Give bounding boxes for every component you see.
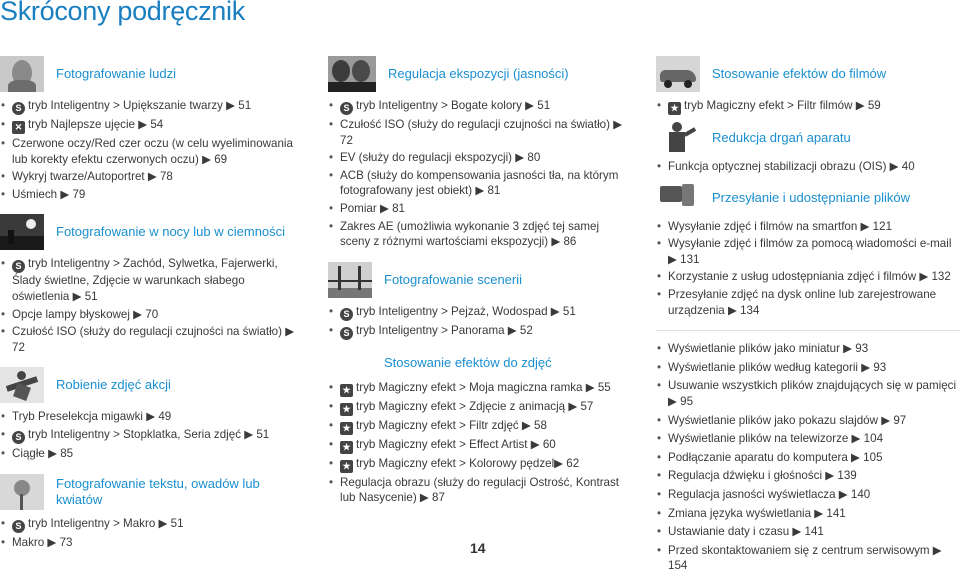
action-list [0,409,305,461]
magic-plus-icon: ★ [340,441,353,454]
list-item-text: tryb Magiczny efekt > Zdjęcie z animacją ▶ 57 [356,399,594,413]
list-item [0,535,305,551]
list-item [0,307,305,323]
list-item-text: Wykryj twarze/Autoportret ▶ 78 [12,170,173,184]
bridge-thumbnail [328,262,372,298]
list-item [0,446,305,462]
magic-plus-icon: ★ [340,403,353,416]
list-item-text: Funkcja optycznej stabilizacji obrazu (OIS) ▶ 40 [668,160,915,173]
divider [656,330,960,331]
list-item-text: tryb Inteligentny > Pejzaż, Wodospad ▶ 51 [356,304,576,318]
phone-thumbnail [656,180,700,216]
section-header-photo-effects [328,352,628,374]
list-item [656,487,960,503]
night-list [0,256,305,355]
list-item-text: tryb Magiczny efekt > Effect Artist ▶ 60 [356,437,556,451]
list-item-text: Uśmiech ▶ 79 [12,187,86,201]
list-item-text: Korzystanie z usług udostępniania zdjęć i filmów ▶ 132 [668,270,951,284]
list-item-text: tryb Najlepsze ujęcie ▶ 54 [28,118,164,131]
smart-mode-icon: S [12,102,25,115]
list-item [328,117,628,148]
section-header-shake [656,123,960,153]
column-1 [0,56,305,562]
page-number: 14 [470,540,486,556]
list-item [328,437,628,454]
list-item [0,427,305,444]
list-item [328,323,628,340]
list-item [328,475,628,506]
list-item [656,287,960,318]
list-item-text: tryb Magiczny efekt > Moja magiczna ramka ▶ 55 [356,380,611,394]
list-item [328,456,628,473]
list-item-text: Czerwone oczy/Red czer oczu (w celu wyeliminowania lub korekty efektu czerwonych oczu) ▶ 69 [12,137,293,166]
night-thumbnail [0,214,44,250]
list-item [328,98,628,115]
section-title: Fotografowanie scenerii [384,271,523,287]
playback-list [656,341,960,574]
list-item-text: Zmiana języka wyświetlania ▶ 141 [668,506,846,520]
list-item-text: tryb Inteligentny > Zachód, Sylwetka, Fajerwerki, Ślady świetlne, Zdjęcie w warunkach słabego oświetlenia ▶ 51 [12,257,278,303]
list-item-text: ACB (służy do kompensowania jasności tła, na którym fotografowany jest obiekt) ▶ 81 [340,168,619,198]
list-item [328,399,628,416]
section-header-exposure [328,56,628,92]
faces-thumbnail [328,56,376,92]
list-item-text: Tryb Preselekcja migawki ▶ 49 [12,410,172,424]
list-item-text: Wyświetlanie plików według kategorii ▶ 93 [668,360,887,374]
list-item-text: Makro ▶ 73 [12,535,73,549]
smart-mode-icon: S [340,308,353,321]
smart-mode-icon: S [12,260,25,273]
list-item [656,159,960,175]
list-item [0,136,305,167]
list-item [656,543,960,574]
list-item [328,418,628,435]
list-item [656,524,960,540]
list-item-text: Wyświetlanie plików jako pokazu slajdów ▶ 97 [668,413,907,427]
list-item-text: Wysyłanie zdjęć i filmów na smartfon ▶ 121 [668,219,893,233]
list-item-text: Usuwanie wszystkich plików znajdujących się w pamięci ▶ 95 [668,379,957,408]
list-item-text: Regulacja jasności wyświetlacza ▶ 140 [668,487,871,501]
list-item [656,341,960,357]
list-item [656,468,960,484]
movie-effects-list [656,98,960,115]
list-item-text: Przesyłanie zdjęć na dysk online lub zarejestrowane urządzenia ▶ 134 [668,287,937,317]
list-item [656,506,960,522]
section-header-landscape [328,262,628,298]
smart-mode-icon: S [12,431,25,444]
list-item-text: tryb Inteligentny > Stopklatka, Seria zdjęć ▶ 51 [28,427,270,441]
list-item-text: tryb Inteligentny > Bogate kolory ▶ 51 [356,99,551,112]
flower-thumbnail [0,474,44,510]
list-item [0,117,305,134]
list-item-text: tryb Magiczny efekt > Filtr filmów ▶ 59 [684,99,881,112]
list-item [0,256,305,304]
list-item-text: Podłączanie aparatu do komputera ▶ 105 [668,450,883,464]
section-header-people [0,56,305,92]
list-item [0,324,305,355]
section-title: Regulacja ekspozycji (jasności) [388,66,569,81]
best-face-mode-icon: ✕ [12,121,25,134]
section-title: Redukcja drgań aparatu [712,130,851,145]
list-item-text: Czułość ISO (służy do regulacji czujności na światło) ▶ 72 [12,325,295,354]
smart-mode-icon: S [340,327,353,340]
smart-mode-icon: S [12,520,25,533]
list-item [656,98,960,115]
list-item [656,378,960,409]
section-header-night [0,214,305,250]
list-item-text: tryb Inteligentny > Makro ▶ 51 [28,516,184,530]
photo-effects-list [328,380,628,506]
list-item [328,380,628,397]
shake-list [656,159,960,175]
list-item-text: Pomiar ▶ 81 [340,201,405,215]
action-thumbnail [0,367,44,403]
landscape-list [328,304,628,340]
list-item-text: Zakres AE (umożliwia wykonanie 3 zdjęć tej samej sceny z różnymi wartościami ekspozycji) ▶ 86 [340,219,600,249]
list-item [328,201,628,217]
column-3 [656,56,960,577]
section-header-action [0,367,305,403]
list-item-text: Wyświetlanie plików jako miniatur ▶ 93 [668,342,869,356]
list-item [656,431,960,447]
page-title: Skrócony podręcznik [0,0,245,26]
section-title: Stosowanie efektów do filmów [712,66,887,81]
sharing-list [656,219,960,319]
list-item [328,304,628,321]
list-item [0,516,305,533]
list-item [656,450,960,466]
list-item [656,360,960,376]
section-title: Fotografowanie w nocy lub w ciemności [56,224,286,240]
list-item [656,236,960,267]
magic-plus-icon: ★ [340,422,353,435]
list-item [0,169,305,185]
list-item [328,150,628,166]
list-item [0,409,305,425]
list-item-text: Przed skontaktowaniem się z centrum serwisowym ▶ 154 [668,543,942,573]
section-title: Fotografowanie ludzi [56,66,176,81]
magic-plus-icon: ★ [340,384,353,397]
person-thumbnail [656,120,700,156]
list-item-text: Ciągłe ▶ 85 [12,446,74,460]
list-item-text: Wysyłanie zdjęć i filmów za pomocą wiadomości e-mail ▶ 131 [668,237,952,266]
section-title: Przesyłanie i udostępnianie plików [712,189,911,205]
car-thumbnail [656,56,700,92]
section-header-macro [0,474,305,510]
section-title: Robienie zdjęć akcji [56,377,171,393]
section-header-sharing [656,183,960,213]
list-item [0,187,305,203]
list-item [328,219,628,250]
list-item-text: Wyświetlanie plików na telewizorze ▶ 104 [668,432,884,446]
section-header-movie-effects [656,56,960,92]
macro-list [0,516,305,551]
magic-plus-icon: ★ [340,460,353,473]
smart-mode-icon: S [340,102,353,115]
list-item-text: tryb Magiczny efekt > Filtr zdjęć ▶ 58 [356,418,547,432]
list-item-text: Czułość ISO (służy do regulacji czujności na światło) ▶ 72 [340,118,623,147]
exposure-list [328,98,628,250]
section-title: Stosowanie efektów do zdjęć [384,354,552,370]
people-list [0,98,305,202]
list-item-text: tryb Magiczny efekt > Kolorowy pędzel▶ 62 [356,456,580,470]
list-item-text: Regulacja dźwięku i głośności ▶ 139 [668,469,857,483]
list-item [0,98,305,115]
list-item-text: tryb Inteligentny > Panorama ▶ 52 [356,323,533,337]
section-title: Fotografowanie tekstu, owadów lub kwiatów [56,475,260,507]
portrait-thumbnail [0,56,44,92]
list-item [328,168,628,199]
list-item-text: EV (służy do regulacji ekspozycji) ▶ 80 [340,151,541,165]
list-item [656,219,960,235]
list-item [656,269,960,285]
list-item-text: Ustawianie daty i czasu ▶ 141 [668,525,824,539]
list-item-text: Regulacja obrazu (służy do regulacji Ostrość, Kontrast lub Nasycenie) ▶ 87 [340,475,620,505]
list-item-text: Opcje lampy błyskowej ▶ 70 [12,307,159,321]
list-item [656,413,960,429]
magic-plus-icon: ★ [668,102,681,115]
list-item-text: tryb Inteligentny > Upiększanie twarzy ▶ 51 [28,99,252,112]
column-2 [328,56,628,518]
